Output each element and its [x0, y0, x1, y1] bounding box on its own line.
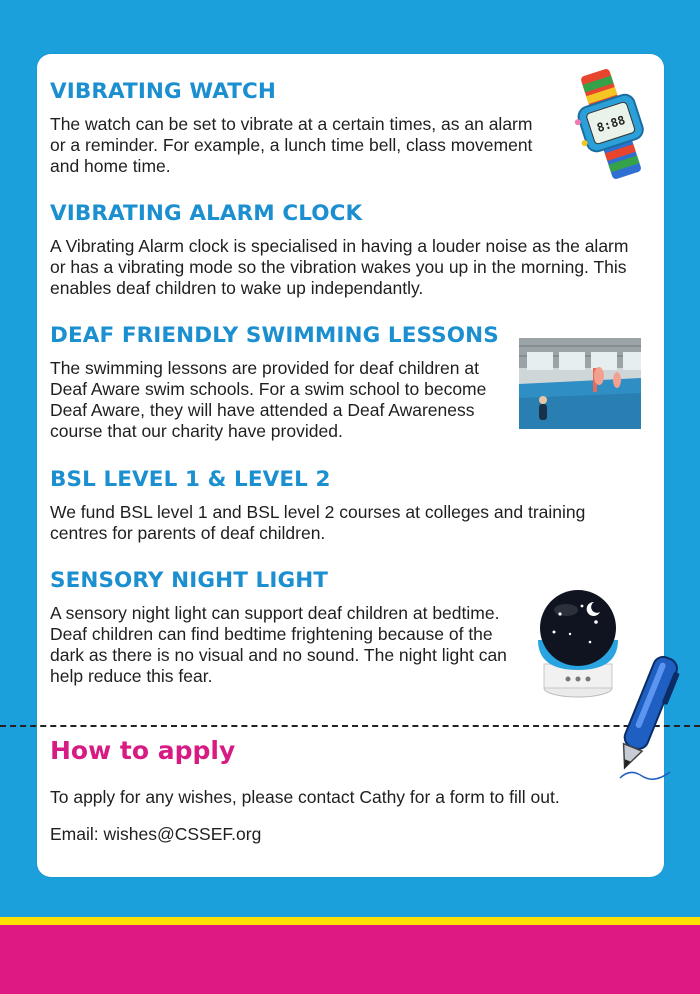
- dashed-divider: [0, 725, 700, 727]
- heading-vibrating-alarm-clock: VIBRATING ALARM CLOCK: [50, 201, 363, 226]
- apply-instructions: To apply for any wishes, please contact Cathy for a form to fill out.: [50, 787, 560, 807]
- text-vibrating-watch: The watch can be set to vibrate at a certain times, as an alarm or a reminder. For example, a lunch time bell, class movement and home time.: [50, 114, 533, 176]
- heading-swimming-lessons: DEAF FRIENDLY SWIMMING LESSONS: [50, 323, 499, 348]
- pink-footer-band: [0, 925, 700, 994]
- pen-icon: [600, 650, 690, 790]
- how-to-apply-heading: How to apply: [50, 736, 236, 765]
- contact-email: Email: wishes@CSSEF.org: [50, 824, 262, 844]
- text-vibrating-alarm-clock: A Vibrating Alarm clock is specialised in having a louder noise as the alarm or has a vibrating mode so the vibration wakes you up in the morning. This enables deaf children to wake up independantly.: [50, 236, 629, 298]
- swimming-pool-photo: [519, 338, 641, 429]
- text-swimming-lessons: The swimming lessons are provided for deaf children at Deaf Aware swim schools. For a swim school to become Deaf Aware, they will have attended a Deaf Awareness course that our charity have provided.: [50, 358, 487, 441]
- text-bsl-levels: We fund BSL level 1 and BSL level 2 courses at colleges and training centres for parents of deaf children.: [50, 502, 586, 543]
- heading-bsl-levels: BSL LEVEL 1 & LEVEL 2: [50, 467, 331, 492]
- watch-image: [572, 68, 650, 180]
- heading-vibrating-watch: VIBRATING WATCH: [50, 79, 277, 104]
- text-sensory-night-light: A sensory night light can support deaf children at bedtime. Deaf children can find bedtime frightening because of the dark as there is no visual and no sound. The night light can help reduce this fear.: [50, 603, 507, 686]
- svg-text:8:88: 8:88: [595, 112, 627, 136]
- yellow-stripe: [0, 917, 700, 925]
- heading-sensory-night-light: SENSORY NIGHT LIGHT: [50, 568, 329, 593]
